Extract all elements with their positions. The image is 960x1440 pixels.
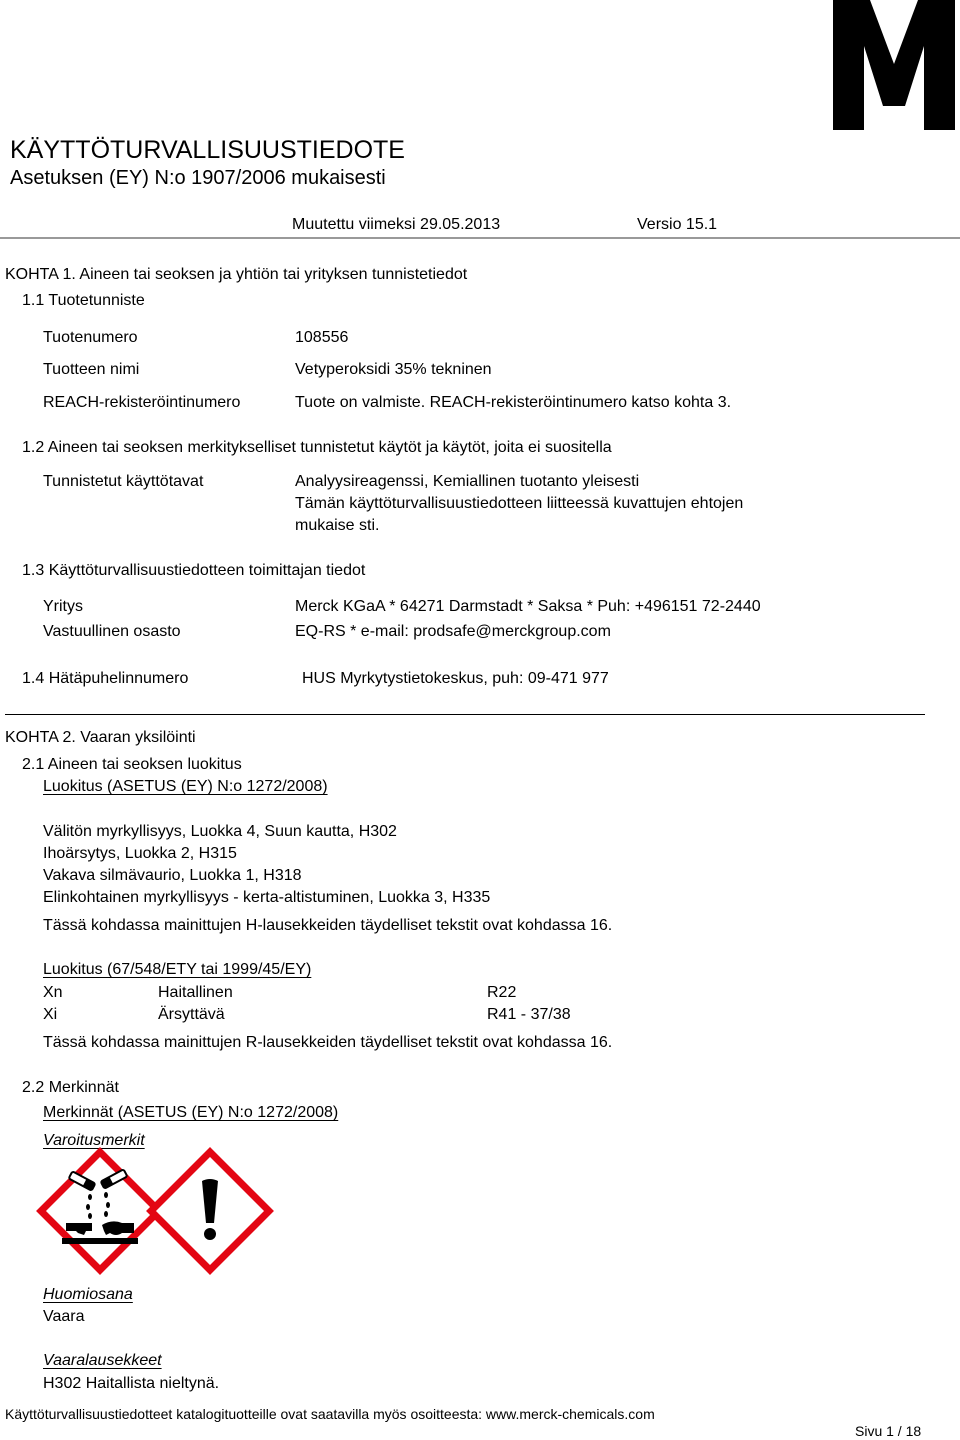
labelling-heading: Merkinnät (ASETUS (EY) N:o 1272/2008): [43, 1104, 339, 1121]
clp-classification-item: Välitön myrkyllisyys, Luokka 4, Suun kautta, H302: [43, 823, 397, 840]
dsd-name: Haitallinen: [158, 984, 233, 1001]
identified-uses-label: Tunnistetut käyttötavat: [43, 473, 204, 490]
pictogram-border: [41, 1152, 159, 1270]
page-number: Sivu 1 / 18: [855, 1423, 922, 1439]
signal-word-label: Huomiosana: [43, 1286, 133, 1303]
merck-logo-icon: [0, 0, 960, 140]
clp-classification-heading: Luokitus (ASETUS (EY) N:o 1272/2008): [43, 778, 328, 795]
h-phrases-note: Tässä kohdassa mainittujen H-lausekkeiden täydelliset tekstit ovat kohdassa 16.: [43, 917, 613, 934]
signal-word-value: Vaara: [43, 1308, 85, 1325]
header-divider: [0, 237, 960, 239]
subsection-1-2-heading: 1.2 Aineen tai seoksen merkitykselliset tunnistetut käytöt ja käytöt, joita ei suositella: [22, 439, 612, 456]
footer-note: Käyttöturvallisuustiedotteet katalogituotteille ovat saatavilla myös osoitteesta: www.merck-chemicals.com: [5, 1406, 655, 1422]
hazard-statements-label: Vaaralausekkeet: [43, 1352, 162, 1369]
dsd-symbol: Xi: [43, 1006, 58, 1023]
version-label: Versio 15.1: [637, 216, 718, 233]
dsd-name: Ärsyttävä: [158, 1006, 225, 1023]
clp-classification-item: Vakava silmävaurio, Luokka 1, H318: [43, 867, 302, 884]
product-number-value: 108556: [295, 329, 349, 346]
pictograms-label: Varoitusmerkit: [43, 1132, 145, 1149]
identified-uses-line: Tämän käyttöturvallisuustiedotteen liitteessä kuvattujen ehtojen: [295, 495, 744, 512]
reach-number-label: REACH-rekisteröintinumero: [43, 394, 241, 411]
hazard-statement: H302 Haitallista nieltynä.: [43, 1375, 220, 1392]
product-name-value: Vetyperoksidi 35% tekninen: [295, 361, 492, 378]
product-name-label: Tuotteen nimi: [43, 361, 140, 378]
emergency-number-value: HUS Myrkytystietokeskus, puh: 09-471 977: [302, 670, 609, 687]
clp-classification-item: Ihoärsytys, Luokka 2, H315: [43, 845, 237, 862]
logo-m-shape: [833, 0, 955, 130]
dsd-phrases: R22: [487, 984, 517, 1001]
reach-number-value: Tuote on valmiste. REACH-rekisteröintinumero katso kohta 3.: [295, 394, 732, 411]
document-title: KÄYTTÖTURVALLISUUSTIEDOTE: [10, 136, 405, 164]
subsection-1-3-heading: 1.3 Käyttöturvallisuustiedotteen toimittajan tiedot: [22, 562, 366, 579]
subsection-2-2-heading: 2.2 Merkinnät: [22, 1079, 119, 1096]
emergency-number-heading: 1.4 Hätäpuhelinnumero: [22, 670, 189, 687]
product-number-label: Tuotenumero: [43, 329, 138, 346]
dsd-phrases: R41 - 37/38: [487, 1006, 571, 1023]
identified-uses-line: mukaise sti.: [295, 517, 380, 534]
responsible-department-value: EQ-RS * e-mail: prodsafe@merckgroup.com: [295, 623, 611, 640]
company-label: Yritys: [43, 598, 83, 615]
subsection-1-1-heading: 1.1 Tuotetunniste: [22, 292, 145, 309]
dsd-symbol: Xn: [43, 984, 63, 1001]
corrosion-icon: [41, 1152, 159, 1270]
dsd-classification-heading: Luokitus (67/548/ETY tai 1999/45/EY): [43, 961, 312, 978]
hazard-pictograms: [30, 1145, 290, 1280]
document-subtitle: Asetuksen (EY) N:o 1907/2006 mukaisesti: [10, 167, 386, 189]
clp-classification-item: Elinkohtainen myrkyllisyys - kerta-altistuminen, Luokka 3, H335: [43, 889, 491, 906]
responsible-department-label: Vastuullinen osasto: [43, 623, 181, 640]
subsection-2-1-heading: 2.1 Aineen tai seoksen luokitus: [22, 756, 242, 773]
company-value: Merck KGaA * 64271 Darmstadt * Saksa * Puh: +496151 72-2440: [295, 598, 761, 615]
r-phrases-note: Tässä kohdassa mainittujen R-lausekkeiden täydelliset tekstit ovat kohdassa 16.: [43, 1034, 613, 1051]
identified-uses-line: Analyysireagenssi, Kemiallinen tuotanto yleisesti: [295, 473, 640, 490]
section-divider: [5, 714, 925, 715]
section-1-heading: KOHTA 1. Aineen tai seoksen ja yhtiön tai yrityksen tunnistetiedot: [5, 266, 468, 283]
exclamation-mark-icon: [151, 1152, 269, 1270]
revision-date: Muutettu viimeksi 29.05.2013: [292, 216, 501, 233]
section-2-heading: KOHTA 2. Vaaran yksilöinti: [5, 729, 196, 746]
